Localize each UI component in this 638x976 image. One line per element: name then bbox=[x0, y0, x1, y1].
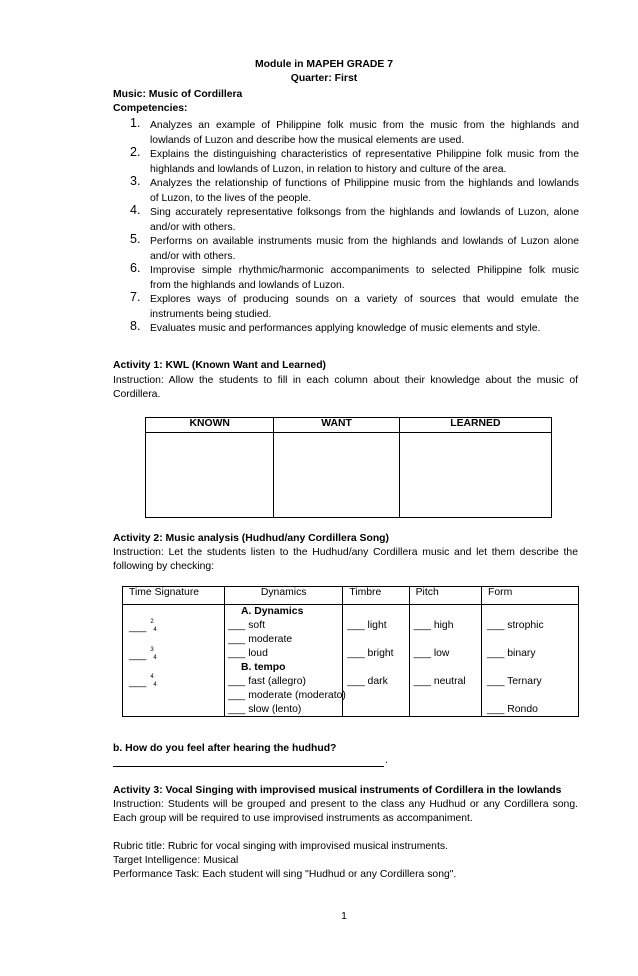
kwl-table bbox=[145, 417, 552, 518]
competency-number: 7. bbox=[130, 290, 141, 304]
time-sig-top: 2 bbox=[150, 619, 154, 625]
performance-task: Performance Task: Each student will sing "Hudhud or any Cordillera song". bbox=[113, 869, 457, 880]
activity1-instruction: Instruction: Allow the students to fill in each column about their knowledge about the music of bbox=[113, 375, 578, 386]
timbre-option-bright[interactable]: ___ bright bbox=[347, 648, 394, 659]
competency-number: 3. bbox=[130, 174, 141, 188]
activity1-title: Activity 1: KWL (Known Want and Learned) bbox=[113, 360, 327, 371]
dynamics-option-moderate[interactable]: ___ moderate bbox=[228, 634, 293, 645]
form-option-binary[interactable]: ___ binary bbox=[487, 648, 536, 659]
competency-text: Sing accurately representative folksongs from the highlands and lowlands of Luzon, alone bbox=[150, 207, 579, 218]
kwl-cell-known[interactable] bbox=[146, 433, 274, 518]
competency-text-cont: of Luzon, to the lives of the people. bbox=[150, 193, 312, 204]
dynamics-option-loud[interactable]: ___ loud bbox=[228, 648, 268, 659]
quarter-label: Quarter: First bbox=[290, 73, 358, 84]
competency-text: Analyzes an example of Philippine folk music from the music from the highlands and bbox=[150, 120, 579, 131]
rubric-title: Rubric title: Rubric for vocal singing with improvised musical instruments. bbox=[113, 841, 448, 852]
time-sig-bottom: 4 bbox=[153, 627, 157, 633]
competency-number: 1. bbox=[130, 116, 141, 130]
timbre-option-dark[interactable]: ___ dark bbox=[347, 676, 388, 687]
time-sig-top: 3 bbox=[150, 647, 154, 653]
competency-text-cont: from the highlands and lowlands of Luzon. bbox=[150, 280, 345, 291]
form-option-strophic[interactable]: ___ strophic bbox=[487, 620, 544, 631]
tempo-option-slow[interactable]: ___ slow (lento) bbox=[228, 704, 302, 715]
time-sig-option[interactable] bbox=[129, 647, 157, 661]
competencies-heading: Competencies: bbox=[113, 103, 188, 114]
time-sig-bottom: 4 bbox=[153, 682, 157, 688]
dynamics-cell bbox=[225, 605, 346, 717]
form-option-ternary[interactable]: ___ Ternary bbox=[487, 676, 542, 687]
music-analysis-table bbox=[122, 586, 579, 717]
competency-number: 5. bbox=[130, 232, 141, 246]
answer-line[interactable] bbox=[113, 757, 384, 767]
competency-text-cont: highlands and lowlands of Luzon, in relation to history and culture of the area. bbox=[150, 164, 507, 175]
competency-number: 8. bbox=[130, 319, 141, 333]
activity3-instruction: Instruction: Students will be grouped and present to the class any Hudhud or any Cordillera song. bbox=[113, 799, 578, 810]
header-form: Form bbox=[482, 587, 579, 605]
header-time-signature: Time Signature bbox=[123, 587, 225, 605]
form-option-rondo[interactable]: ___ Rondo bbox=[487, 704, 538, 715]
module-title: Module in MAPEH GRADE 7 bbox=[255, 59, 393, 70]
competency-text-cont: and/or with others. bbox=[150, 222, 236, 233]
competency-text: Explains the distinguishing characteristics of representative Philippine folk music from the bbox=[150, 149, 579, 160]
time-sig-top: 4 bbox=[150, 674, 154, 680]
question-b: b. How do you feel after hearing the hudhud? bbox=[113, 743, 337, 754]
activity2-instruction-cont: following by checking: bbox=[113, 561, 215, 572]
header-timbre: Timbre bbox=[343, 587, 409, 605]
tempo-option-fast[interactable]: ___ fast (allegro) bbox=[228, 676, 306, 687]
pitch-option-high[interactable]: ___ high bbox=[413, 620, 454, 631]
dynamics-subheading: A. Dynamics bbox=[241, 606, 304, 617]
target-intelligence: Target Intelligence: Musical bbox=[113, 855, 239, 866]
kwl-cell-want[interactable] bbox=[274, 433, 399, 518]
time-sig-bottom: 4 bbox=[153, 655, 157, 661]
blank-line: ___ bbox=[129, 677, 147, 688]
activity3-title: Activity 3: Vocal Singing with improvised musical instruments of Cordillera in the lowlands bbox=[113, 785, 562, 796]
tempo-option-moderato[interactable]: ___ moderate (moderato) bbox=[228, 690, 346, 701]
competency-text: Performs on available instruments music from the highlands and lowlands of Luzon alone bbox=[150, 236, 579, 247]
header-dynamics: Dynamics bbox=[225, 587, 343, 605]
pitch-option-neutral[interactable]: ___ neutral bbox=[413, 676, 466, 687]
pitch-option-low[interactable]: ___ low bbox=[413, 648, 450, 659]
blank-line: ___ bbox=[129, 622, 147, 633]
blank-line: ___ bbox=[129, 650, 147, 661]
timbre-cell bbox=[343, 605, 409, 717]
competency-text-cont: and/or with others. bbox=[150, 251, 236, 262]
competency-text-cont: lowlands of Luzon and describe how the musical elements are used. bbox=[150, 135, 465, 146]
competency-number: 4. bbox=[130, 203, 141, 217]
answer-period: . bbox=[385, 755, 388, 766]
competency-number: 6. bbox=[130, 261, 141, 275]
form-cell bbox=[482, 605, 579, 717]
pitch-cell bbox=[409, 605, 481, 717]
activity1-instruction-cont: Cordillera. bbox=[113, 389, 161, 400]
competency-text-cont: instruments being studied. bbox=[150, 309, 272, 320]
music-heading: Music: Music of Cordillera bbox=[113, 89, 243, 100]
time-sig-option[interactable] bbox=[129, 619, 157, 633]
activity3-instruction-cont: Each group will be required to use improvised instruments as accompaniment. bbox=[113, 813, 473, 824]
time-sig-option[interactable] bbox=[129, 674, 157, 688]
competency-text: Analyzes the relationship of functions of Philippine music from the highlands and lowlands bbox=[150, 178, 579, 189]
competency-text: Explores ways of producing sounds on a variety of sources that would emulate the bbox=[150, 294, 579, 305]
timbre-option-light[interactable]: ___ light bbox=[347, 620, 387, 631]
dynamics-option-soft[interactable]: ___ soft bbox=[228, 620, 265, 631]
competency-text: Improvise simple rhythmic/harmonic accompaniments to selected Philippine folk music bbox=[150, 265, 579, 276]
time-signature-cell bbox=[123, 605, 225, 717]
kwl-header-want: WANT bbox=[274, 418, 399, 433]
header-pitch: Pitch bbox=[409, 587, 481, 605]
kwl-cell-learned[interactable] bbox=[399, 433, 551, 518]
tempo-subheading: B. tempo bbox=[241, 662, 286, 673]
kwl-header-known: KNOWN bbox=[146, 418, 274, 433]
competency-number: 2. bbox=[130, 145, 141, 159]
competency-text: Evaluates music and performances applying knowledge of music elements and style. bbox=[150, 323, 541, 334]
activity2-instruction: Instruction: Let the students listen to the Hudhud/any Cordillera music and let them describe the bbox=[113, 547, 578, 558]
activity2-title: Activity 2: Music analysis (Hudhud/any Cordillera Song) bbox=[113, 533, 389, 544]
page-number: 1 bbox=[341, 911, 347, 922]
kwl-header-learned: LEARNED bbox=[399, 418, 551, 433]
